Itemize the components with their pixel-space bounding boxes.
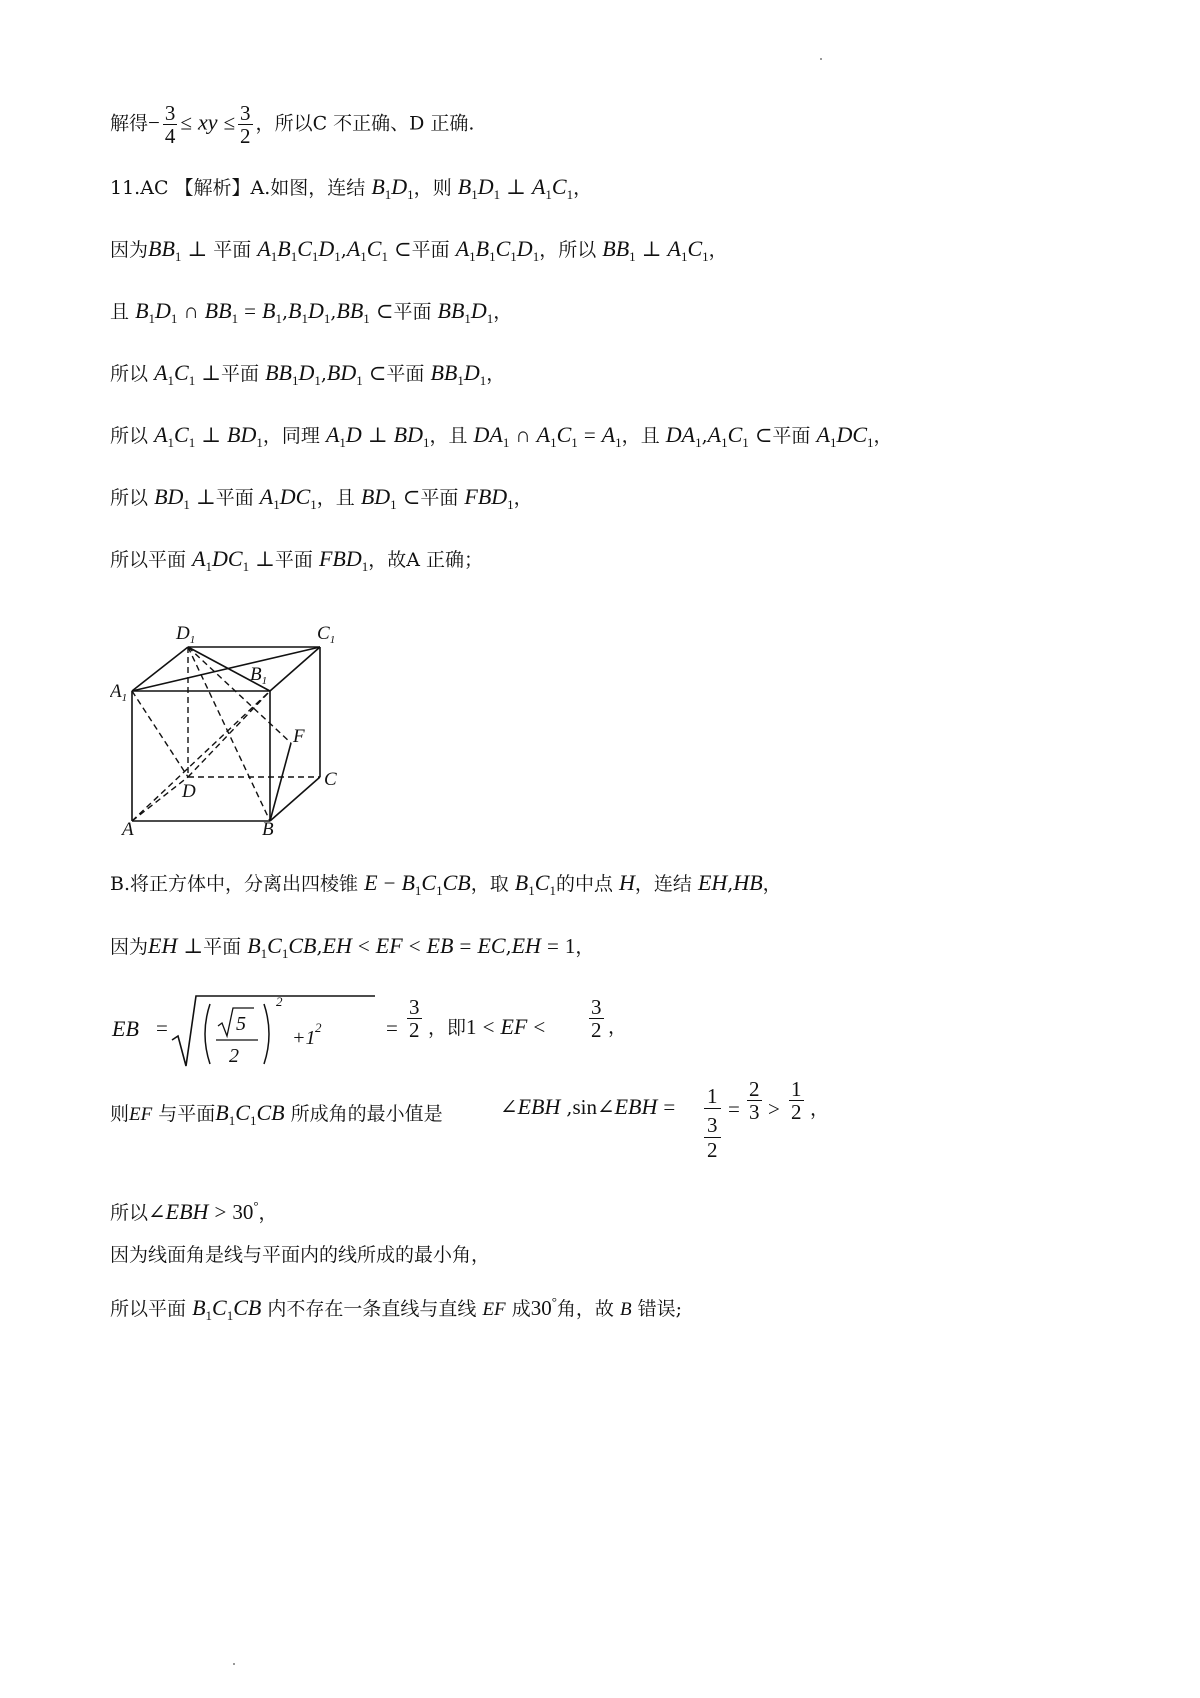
text: 平面 bbox=[386, 363, 425, 385]
label-D1: $D_1$ bbox=[176, 623, 196, 646]
text: 平面 bbox=[203, 936, 242, 958]
line-4: 且 $B_1D_1$ ∩ $BB_1 = B_1,B_1D_1,BB_1$ ⊂平面 $BB_1D_1$， bbox=[110, 298, 513, 326]
line-3: 因为$BB_1$ ⊥ 平面 $A_1B_1C_1D_1,A_1C_1$ ⊂平面 $A_1B_1C_1D_1$，所以 $BB_1$ ⊥ $A_1C_1$， bbox=[110, 236, 728, 264]
text: 所以 bbox=[110, 1202, 149, 1224]
label-B: B bbox=[262, 819, 274, 835]
page-mark-top bbox=[820, 58, 822, 60]
text: 所以 bbox=[110, 425, 149, 447]
text: 同理 bbox=[281, 425, 320, 447]
sqrt-expression bbox=[170, 992, 380, 1072]
text: 且 bbox=[640, 425, 660, 447]
label-F: F bbox=[293, 726, 305, 747]
cube-figure bbox=[110, 615, 350, 835]
line-15: 所以平面 $B_1C_1CB$ 内不存在一条直线与直线 EF 成30°角，故 B 错误; bbox=[110, 1294, 683, 1323]
text: 所成角的最小值是 bbox=[290, 1103, 443, 1125]
text: 且 bbox=[448, 425, 468, 447]
text: 内不存在一条直线与直线 bbox=[267, 1298, 477, 1320]
line-13: 所以∠EBH > 30°， bbox=[110, 1198, 278, 1224]
line-8: 所以平面 $A_1DC_1$ ⊥平面 $FBD_1$，故A 正确； bbox=[110, 546, 483, 574]
text: 平面 bbox=[772, 425, 811, 447]
label-D: D bbox=[182, 781, 196, 802]
text: 11.AC 【解析】A.如图，连结 bbox=[110, 177, 366, 199]
text: 平面 bbox=[393, 301, 432, 323]
label-A: A bbox=[122, 819, 134, 835]
text: 取 bbox=[489, 873, 509, 895]
text: 因为线面角是线与平面内的线所成的最小角， bbox=[110, 1244, 491, 1266]
svg-text:2: 2 bbox=[229, 1045, 239, 1067]
label-C1: $C_1$ bbox=[317, 623, 336, 646]
text: 平面 bbox=[221, 363, 260, 385]
text: 所以平面 bbox=[110, 1298, 187, 1320]
text: 则 bbox=[432, 177, 452, 199]
svg-text:2: 2 bbox=[315, 1020, 322, 1035]
text: 故A 正确； bbox=[387, 549, 483, 571]
text: 与平面 bbox=[158, 1103, 216, 1125]
text: 平面 bbox=[215, 487, 254, 509]
svg-text:+1: +1 bbox=[292, 1027, 316, 1049]
line-5: 所以 $A_1C_1$ ⊥平面 $BB_1D_1,BD_1$ ⊂平面 $BB_1D_1$， bbox=[110, 360, 506, 388]
label-A1: $A_1$ bbox=[110, 681, 128, 704]
page-mark-bottom bbox=[233, 1663, 235, 1665]
text: 的中点 bbox=[555, 873, 613, 895]
line-9: B.将正方体中，分离出四棱锥 $E - B_1C_1CB$，取 $B_1C_1$的中点 H，连结 EH,HB， bbox=[110, 870, 782, 898]
text: 且 bbox=[110, 301, 130, 323]
text: 所以C 不正确、D 正确. bbox=[274, 112, 475, 135]
svg-text:5: 5 bbox=[236, 1013, 246, 1035]
line-2: 11.AC 【解析】A.如图，连结 $B_1D_1$，则 $B_1D_1$ ⊥ $A_1C_1$， bbox=[110, 174, 593, 202]
text: 错误; bbox=[637, 1298, 683, 1320]
text: 因为 bbox=[110, 936, 149, 958]
text: 连结 bbox=[653, 873, 692, 895]
svg-text:2: 2 bbox=[276, 994, 283, 1009]
text: 则 bbox=[110, 1103, 130, 1125]
text: 平面 bbox=[420, 487, 459, 509]
line-14 bbox=[110, 1242, 490, 1268]
text: 平面 bbox=[274, 549, 313, 571]
line-1: 解得− $\frac{3}{4}$ ≤ xy ≤ $\frac{3}{2}$ ，所以C 不正确、D 正确. bbox=[110, 101, 475, 148]
text: B.将正方体中，分离出四棱锥 bbox=[110, 873, 359, 895]
text: 且 bbox=[335, 487, 355, 509]
text: 解得 bbox=[110, 112, 149, 135]
text: 因为 bbox=[110, 239, 149, 261]
text: 所以 bbox=[558, 239, 597, 261]
label-C: C bbox=[324, 769, 337, 790]
line-10: 因为EH ⊥平面 $B_1C_1CB,EH$ < EF < EB = EC,EH = 1， bbox=[110, 933, 595, 961]
text: 角，故 bbox=[556, 1298, 614, 1320]
text: 平面 bbox=[411, 239, 450, 261]
text: 成 bbox=[511, 1298, 531, 1320]
fraction: $\frac{3}{4}$ bbox=[164, 101, 176, 148]
text: 所以 bbox=[110, 363, 149, 385]
line-6: 所以 $A_1C_1$ ⊥ $BD_1$，同理 $A_1D$ ⊥ $BD_1$，且 $DA_1$ ∩ $A_1C_1 = A_1$，且 $DA_1,A_1C_1$ ⊂平面 $A_1DC_1$， bbox=[110, 422, 893, 450]
fraction: $\frac{3}{2}$ bbox=[240, 101, 251, 148]
text: 即 bbox=[447, 1017, 467, 1039]
text: 所以 bbox=[110, 487, 149, 509]
text: 所以平面 bbox=[110, 549, 187, 571]
label-B1: $B_1$ bbox=[250, 664, 268, 687]
text: 平面 bbox=[213, 239, 252, 261]
line-7: 所以 $BD_1$ ⊥平面 $A_1DC_1$，且 $BD_1$ ⊂平面 $FBD_1$， bbox=[110, 484, 533, 512]
nested-fraction: 1 3 2 bbox=[704, 1084, 721, 1162]
